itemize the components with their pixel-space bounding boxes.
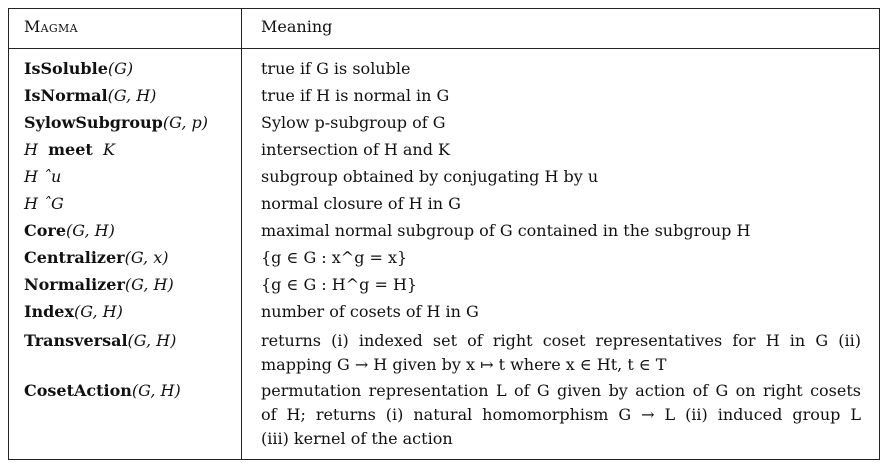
command-name: IsSoluble bbox=[24, 59, 108, 78]
header-meaning: Meaning bbox=[261, 17, 333, 36]
meaning-line: {g ∈ G : H^g = H} bbox=[261, 275, 418, 294]
meaning-cell bbox=[261, 57, 861, 81]
meaning-line: returns (i) indexed set of right coset representatives for H in G (ii) bbox=[261, 331, 861, 350]
command-cell bbox=[24, 165, 61, 189]
command-expression: H ˆG bbox=[24, 194, 64, 213]
command-name: Core bbox=[24, 221, 67, 240]
command-cell bbox=[24, 192, 64, 216]
command-name: Centralizer bbox=[24, 248, 125, 267]
command-cell bbox=[24, 273, 174, 297]
command-arguments: (G, p) bbox=[162, 113, 208, 132]
meaning-line: intersection of H and K bbox=[261, 140, 450, 159]
meaning-line: normal closure of H in G bbox=[261, 194, 461, 213]
command-name: Transversal bbox=[24, 331, 128, 350]
command-arguments: (G, H) bbox=[127, 331, 177, 350]
command-cell bbox=[24, 57, 133, 81]
meaning-cell bbox=[261, 192, 861, 216]
meaning-line: of H; returns (i) natural homomorphism G → L (ii) induced group L bbox=[261, 405, 861, 424]
command-cell bbox=[24, 219, 115, 243]
command-arguments: (G, H) bbox=[107, 86, 157, 105]
meaning-cell bbox=[261, 246, 861, 270]
meaning-cell bbox=[261, 165, 861, 189]
column-divider bbox=[241, 8, 242, 460]
command-name: SylowSubgroup bbox=[24, 113, 163, 132]
meaning-line: (iii) kernel of the action bbox=[261, 429, 453, 448]
command-name: Normalizer bbox=[24, 275, 125, 294]
meaning-line: true if H is normal in G bbox=[261, 86, 450, 105]
command-arguments: (G, x) bbox=[124, 248, 169, 267]
meaning-line: true if G is soluble bbox=[261, 59, 411, 78]
meaning-cell bbox=[261, 111, 861, 135]
command-name: CosetAction bbox=[24, 381, 132, 400]
header-magma: Magma bbox=[24, 17, 78, 36]
meaning-line: maximal normal subgroup of G contained in the subgroup H bbox=[261, 221, 751, 240]
meaning-line: number of cosets of H in G bbox=[261, 302, 479, 321]
command-arguments: (G, H) bbox=[66, 221, 115, 240]
command-cell bbox=[24, 379, 181, 403]
command-arguments: (G) bbox=[107, 59, 134, 78]
meaning-line: Sylow p-subgroup of G bbox=[261, 113, 446, 132]
meaning-cell bbox=[261, 219, 861, 243]
command-arguments: (G, H) bbox=[131, 381, 181, 400]
meaning-cell bbox=[261, 300, 861, 324]
meaning-cell bbox=[261, 138, 861, 162]
command-cell bbox=[24, 111, 208, 135]
command-arguments: (G, H) bbox=[124, 275, 174, 294]
meaning-cell bbox=[261, 273, 861, 297]
command-cell bbox=[24, 84, 156, 108]
command-name: meet bbox=[48, 140, 93, 159]
meaning-line: permutation representation L of G given by action of G on right cosets bbox=[261, 381, 861, 400]
command-name: Index bbox=[24, 302, 75, 321]
command-arguments: (G, H) bbox=[74, 302, 123, 321]
meaning-cell bbox=[261, 329, 861, 377]
meaning-cell bbox=[261, 379, 861, 451]
command-cell bbox=[24, 300, 123, 324]
command-expression: H ˆu bbox=[24, 167, 62, 186]
command-cell bbox=[24, 246, 168, 270]
meaning-line: subgroup obtained by conjugating H by u bbox=[261, 167, 599, 186]
command-cell bbox=[24, 138, 115, 162]
meaning-cell bbox=[261, 84, 861, 108]
command-name: IsNormal bbox=[24, 86, 108, 105]
command-operand: H bbox=[24, 140, 38, 159]
meaning-line: mapping G → H given by x ↦ t where x ∈ Ht, t ∈ T bbox=[261, 355, 667, 374]
meaning-line: {g ∈ G : x^g = x} bbox=[261, 248, 408, 267]
command-arguments: K bbox=[102, 140, 115, 159]
header-rule bbox=[8, 48, 880, 49]
command-cell bbox=[24, 329, 176, 353]
